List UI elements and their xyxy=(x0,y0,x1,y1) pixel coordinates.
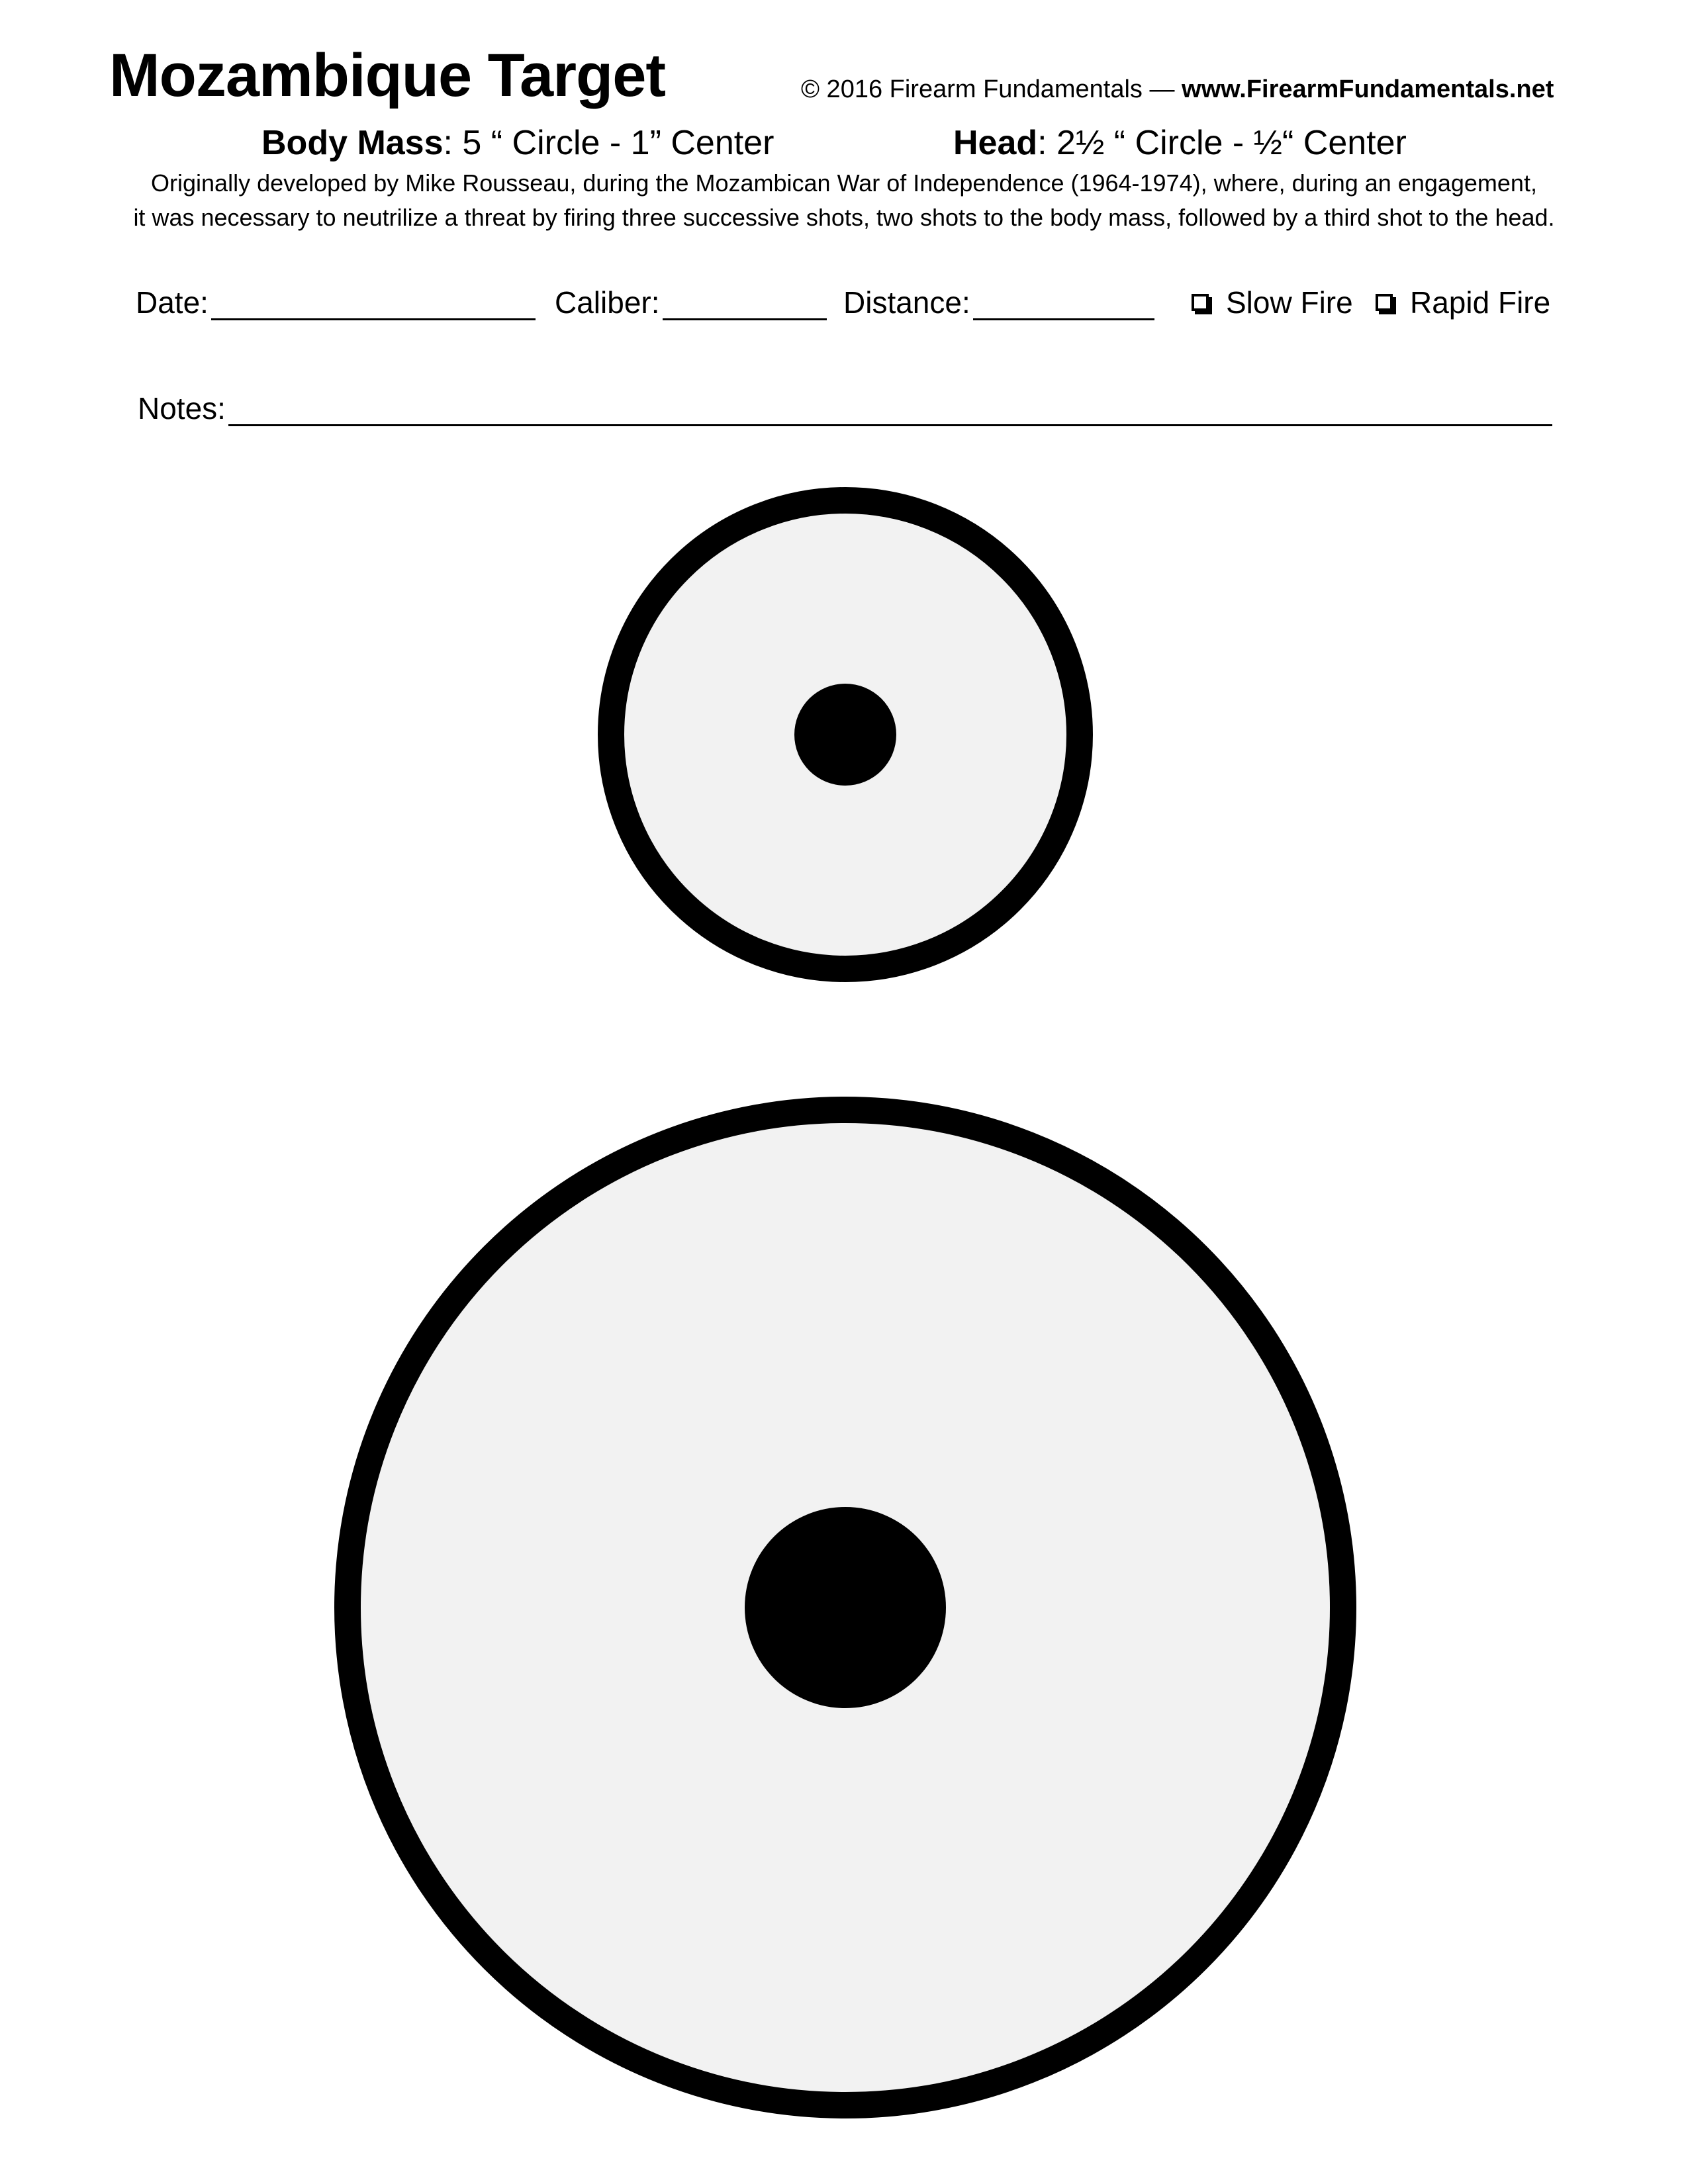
rapid-fire-label: Rapid Fire xyxy=(1410,285,1551,320)
description-line-2: it was necessary to neutrilize a threat by firing three successive shots, two shots to the body mass, followed by a third shot to the head. xyxy=(133,204,1555,231)
body-mass-target-center xyxy=(745,1507,946,1708)
head-value: : 2½ “ Circle - ½“ Center xyxy=(1037,124,1407,162)
page-title: Mozambique Target xyxy=(109,42,666,109)
head-target-center xyxy=(794,684,896,786)
body-mass-value: : 5 “ Circle - 1” Center xyxy=(443,124,774,162)
body-mass-label: Body Mass xyxy=(261,124,444,162)
slow-fire-label: Slow Fire xyxy=(1226,285,1353,320)
caliber-label: Caliber: xyxy=(555,285,660,320)
body-mass-target xyxy=(348,1110,1343,2105)
head-target xyxy=(611,500,1080,969)
website-link[interactable]: www.FirearmFundamentals.net xyxy=(1182,75,1554,103)
notes-label: Notes: xyxy=(138,391,226,426)
date-label: Date: xyxy=(136,285,209,320)
copyright-text: © 2016 Firearm Fundamentals — xyxy=(801,75,1175,103)
head-label: Head xyxy=(953,124,1038,162)
description-line-1: Originally developed by Mike Rousseau, during the Mozambican War of Independence (1964-1974), where, during an engagement, xyxy=(151,169,1537,197)
distance-label: Distance: xyxy=(843,285,970,320)
